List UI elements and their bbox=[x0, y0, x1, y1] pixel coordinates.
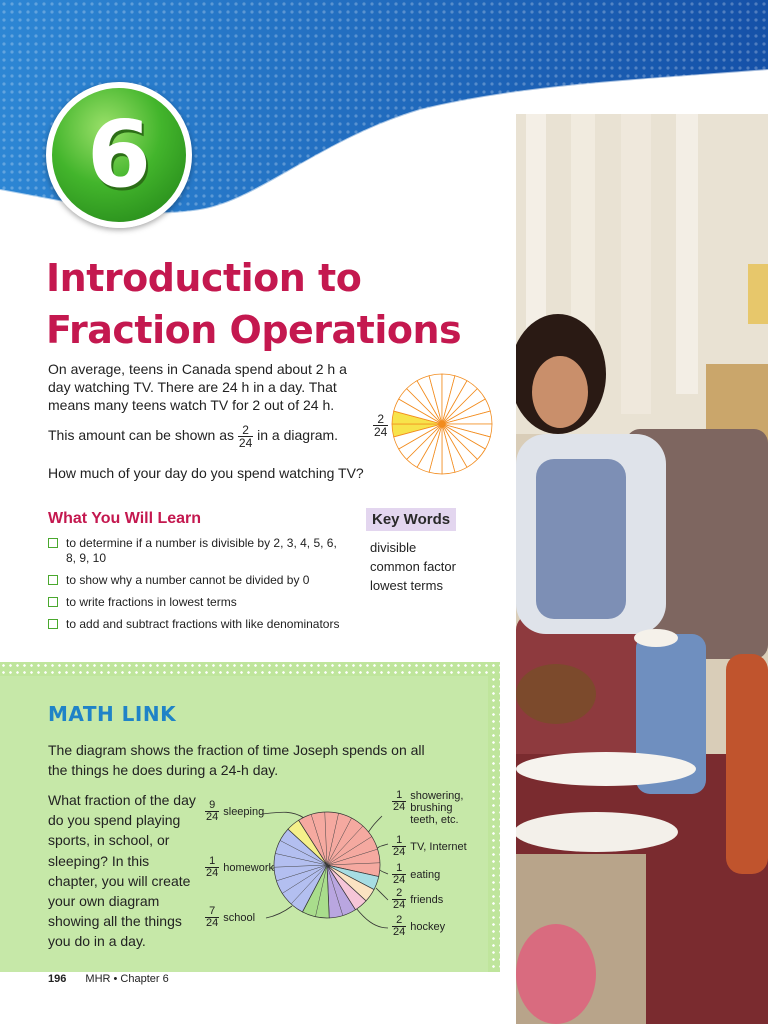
label-fraction-den: 24 bbox=[393, 926, 406, 938]
label-fraction bbox=[205, 800, 219, 823]
label-text: eating bbox=[410, 868, 441, 881]
intro-paragraph-3: How much of your day do you spend watching TV? bbox=[48, 465, 364, 481]
label-text: homework bbox=[223, 861, 274, 874]
intro-fraction bbox=[238, 424, 253, 449]
label-fraction-den: 24 bbox=[393, 874, 406, 886]
intro-p2-before: This amount can be shown as bbox=[48, 427, 234, 444]
pie-label-homework bbox=[205, 856, 274, 879]
label-text: hockey bbox=[410, 920, 446, 933]
intro-paragraph-2 bbox=[48, 424, 348, 449]
pie-label-sleeping bbox=[205, 800, 264, 823]
label-fraction bbox=[205, 856, 219, 879]
key-words-heading: Key Words bbox=[366, 508, 456, 531]
label-fraction-num: 1 bbox=[392, 790, 406, 802]
learn-heading: What You Will Learn bbox=[48, 510, 202, 527]
checkbox-icon bbox=[48, 597, 58, 607]
label-fraction bbox=[392, 888, 406, 911]
pie-label-friends bbox=[392, 888, 443, 911]
label-fraction-num: 1 bbox=[392, 863, 406, 875]
tv-diagram-fraction-den: 24 bbox=[374, 425, 388, 439]
tv-diagram-fraction-num: 2 bbox=[373, 413, 388, 426]
label-text: TV, Internet bbox=[410, 840, 467, 853]
chapter-badge bbox=[46, 82, 192, 228]
chapter-number: 6 bbox=[86, 101, 151, 208]
math-link-description: The diagram shows the fraction of time Joseph spends on all the things he does during a 24-h day. bbox=[48, 742, 425, 778]
label-fraction bbox=[392, 790, 406, 813]
checkbox-icon bbox=[48, 575, 58, 585]
math-link-heading: MATH LINK bbox=[48, 702, 177, 726]
pie-label-hockey bbox=[392, 915, 445, 938]
title-line-1: Introduction to bbox=[46, 256, 362, 300]
page-footer bbox=[48, 973, 169, 985]
key-words-list bbox=[370, 538, 456, 595]
pie-label-showering bbox=[392, 790, 464, 826]
label-fraction-den: 24 bbox=[393, 846, 406, 858]
key-word: lowest terms bbox=[370, 578, 443, 593]
label-fraction bbox=[392, 915, 406, 938]
learn-item bbox=[48, 617, 348, 632]
pie-label-tv-internet bbox=[392, 835, 467, 858]
label-fraction-den: 24 bbox=[206, 867, 219, 879]
footer-text: MHR • Chapter 6 bbox=[85, 973, 169, 985]
label-fraction-den: 24 bbox=[393, 899, 406, 911]
label-fraction bbox=[392, 863, 406, 886]
tv-fraction-diagram bbox=[390, 372, 494, 476]
pie-label-eating bbox=[392, 863, 440, 886]
intro-paragraph-1: On average, teens in Canada spend about 2 h a day watching TV. There are 24 h in a day. That means many teens watch TV for 2 out of 24 h. bbox=[48, 361, 347, 413]
key-word: divisible bbox=[370, 540, 417, 555]
page-number: 196 bbox=[48, 973, 67, 985]
label-fraction-num: 9 bbox=[205, 800, 219, 812]
label-fraction bbox=[205, 906, 219, 929]
key-word: common factor bbox=[370, 559, 456, 574]
pie-label-school bbox=[205, 906, 255, 929]
label-text: showering, brushing teeth, etc. bbox=[410, 790, 464, 826]
label-text: sleeping bbox=[223, 805, 265, 818]
learn-item-text: to write fractions in lowest terms bbox=[66, 595, 237, 609]
tv-diagram-fraction bbox=[373, 413, 388, 438]
photo-teens-on-couch bbox=[516, 114, 768, 1024]
label-fraction bbox=[392, 835, 406, 858]
learn-item bbox=[48, 595, 348, 610]
label-fraction-num: 2 bbox=[392, 915, 406, 927]
label-fraction-num: 2 bbox=[392, 888, 406, 900]
learn-item bbox=[48, 573, 348, 588]
label-text: friends bbox=[410, 893, 444, 906]
learn-item-text: to show why a number cannot be divided by 0 bbox=[66, 573, 310, 587]
label-fraction-num: 1 bbox=[392, 835, 406, 847]
label-fraction-num: 7 bbox=[205, 906, 219, 918]
checkbox-icon bbox=[48, 619, 58, 629]
intro-fraction-num: 2 bbox=[238, 424, 253, 437]
label-text: school bbox=[223, 911, 256, 924]
checkbox-icon bbox=[48, 538, 58, 548]
chapter-title bbox=[46, 252, 461, 356]
learn-item-text: to determine if a number is divisible by 2, 3, 4, 5, 6, 8, 9, 10 bbox=[66, 536, 337, 565]
intro-p2-after: in a diagram. bbox=[257, 427, 339, 444]
label-fraction-num: 1 bbox=[205, 856, 219, 868]
title-line-2: Fraction Operations bbox=[46, 308, 462, 352]
label-fraction-den: 24 bbox=[393, 801, 406, 813]
math-link-question: What fraction of the day do you spend playing sports, in school, or sleeping? In this chapter, you will create your own diagram showing all the things you do in a day. bbox=[48, 792, 196, 950]
learn-item-text: to add and subtract fractions with like denominators bbox=[66, 617, 340, 631]
learn-item bbox=[48, 536, 348, 566]
intro-fraction-den: 24 bbox=[238, 436, 253, 450]
day-pie-chart bbox=[272, 810, 382, 920]
label-fraction-den: 24 bbox=[206, 811, 219, 823]
label-fraction-den: 24 bbox=[206, 917, 219, 929]
learn-list bbox=[48, 536, 348, 639]
